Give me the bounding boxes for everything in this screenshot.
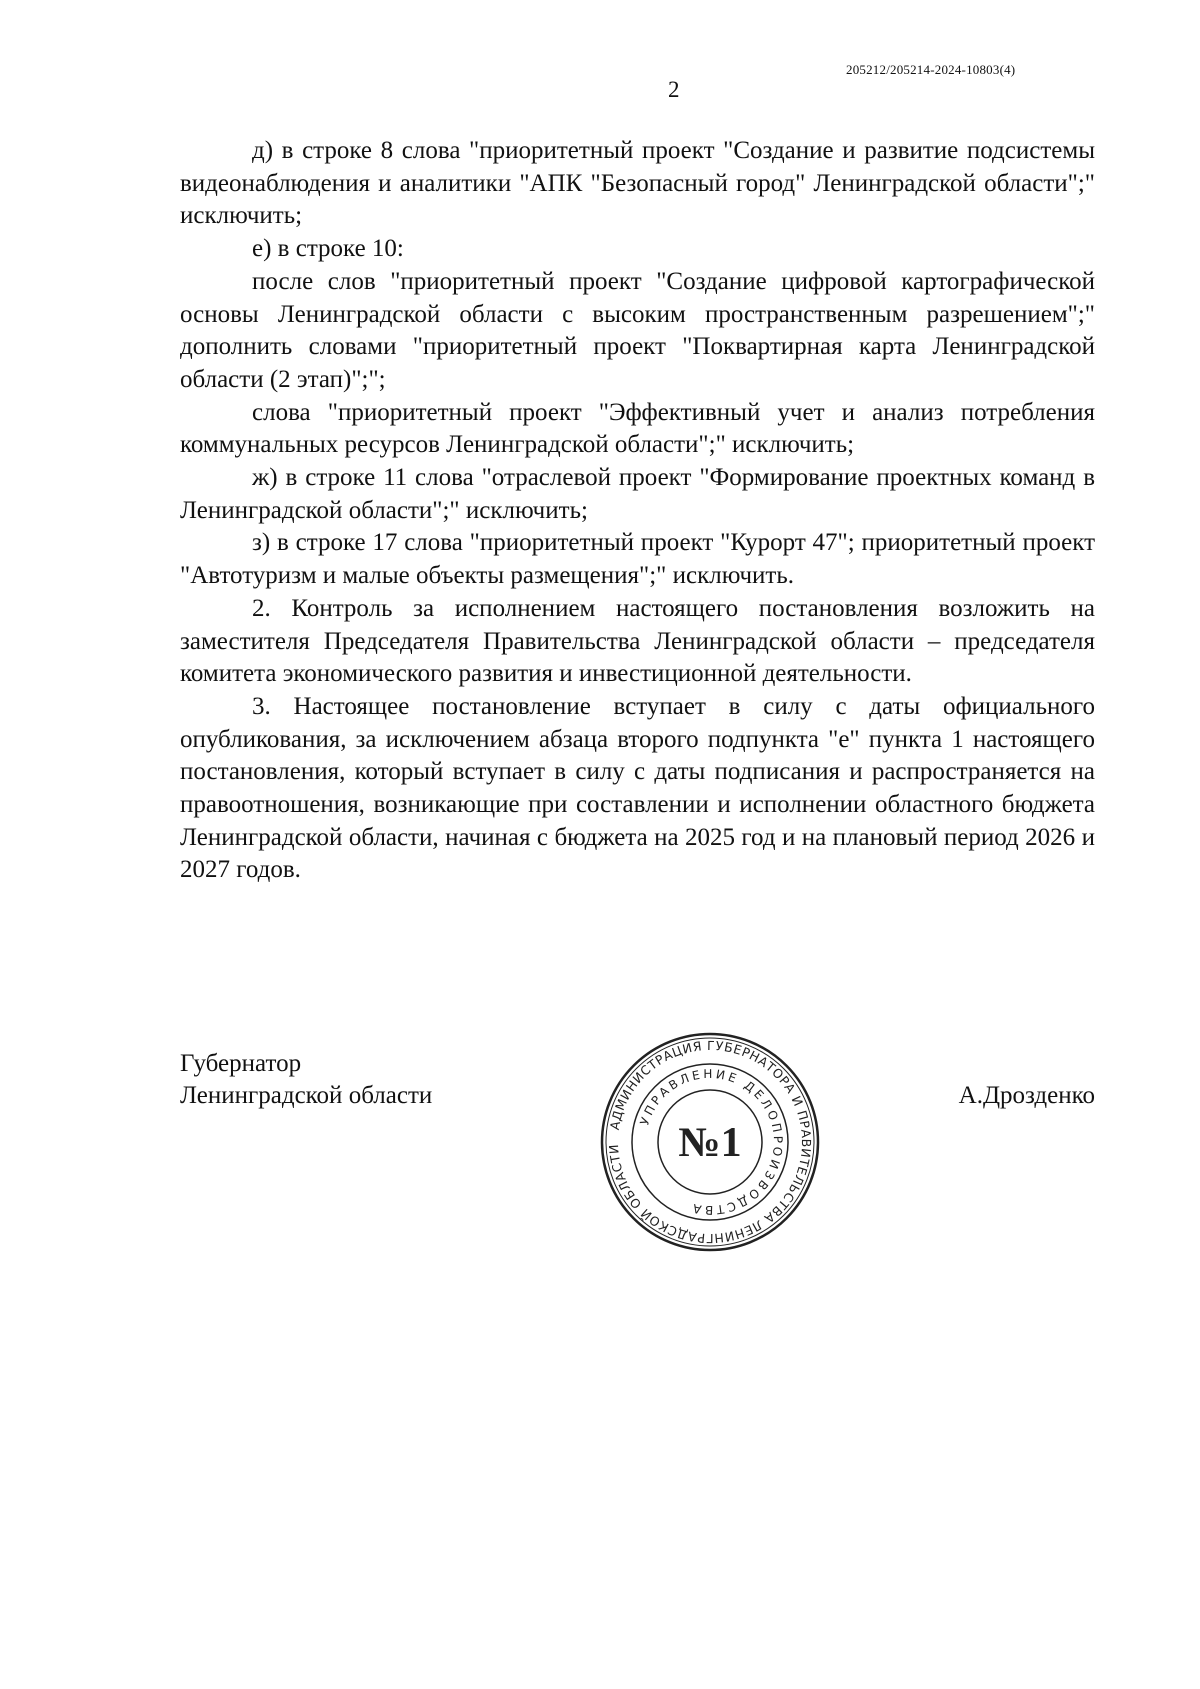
paragraph-e-after-words: после слов "приоритетный проект "Создание цифровой картографической основы Ленинградской области с высоким пространственным разрешением";" дополнить словами "приоритетный проект "Поквартирная карта Ленинградской области (2 этап)";"; (180, 267, 1095, 393)
paragraph-zh: ж) в строке 11 слова "отраслевой проект "Формирование проектных команд в Ленинградской области";" исключить; (180, 464, 1095, 524)
registration-number: 205212/205214-2024-10803(4) (846, 62, 1016, 77)
paragraph-3-effective: 3. Настоящее постановление вступает в силу с даты официального опубликования, за исключением абзаца второго подпункта "е" пункта 1 настоящего постановления, который вступает в силу с даты подписания и распространяется на правоотношения, возникающие при составлении и исполнении областного бюджета Ленинградской области, начиная с бюджета на 2025 год и на плановый период 2026 и 2027 годов. (180, 692, 1095, 884)
page-number: 2 (668, 77, 680, 102)
signature-block (180, 1037, 1095, 1268)
seal-center-number: №1 (678, 1120, 742, 1166)
paragraph-e: е) в строке 10: (252, 235, 404, 263)
official-seal (598, 1030, 822, 1254)
paragraph-z: з) в строке 17 слова "приоритетный проект "Курорт 47"; приоритетный проект "Автотуризм и малые объекты размещения";" исключить. (180, 529, 1095, 590)
seal-inner-textpath: УПРАВЛЕНИЕ ДЕЛОПРОИЗВОДСТВА (637, 1066, 786, 1218)
paragraph-e-words: слова "приоритетный проект "Эффективный учет и анализ потребления коммунальных ресурсов Ленинградской области";" исключить; (180, 398, 1095, 459)
seal-outer-textpath: АДМИНИСТРАЦИЯ ГУБЕРНАТОРА И ПРАВИТЕЛЬСТВА ЛЕНИНГРАДСКОЙ ОБЛАСТИ (605, 1037, 815, 1247)
paragraph-d: д) в строке 8 слова "приоритетный проект "Создание и развитие подсистемы видеонаблюдения и аналитики "АПК "Безопасный город" Ленинградской области";" исключить; (180, 137, 1095, 230)
position-line-2: Ленинградской области (180, 1082, 433, 1109)
signatory-name: А.Дрозденко (958, 1082, 1095, 1109)
signatory-position (180, 1048, 432, 1112)
document-body (180, 135, 1095, 887)
position-line-1: Губернатор (180, 1050, 302, 1077)
paragraph-2-control: 2. Контроль за исполнением настоящего постановления возложить на заместителя Председателя Правительства Ленинградской области – председателя комитета экономического развития и инвестиционной деятельности. (180, 594, 1095, 688)
